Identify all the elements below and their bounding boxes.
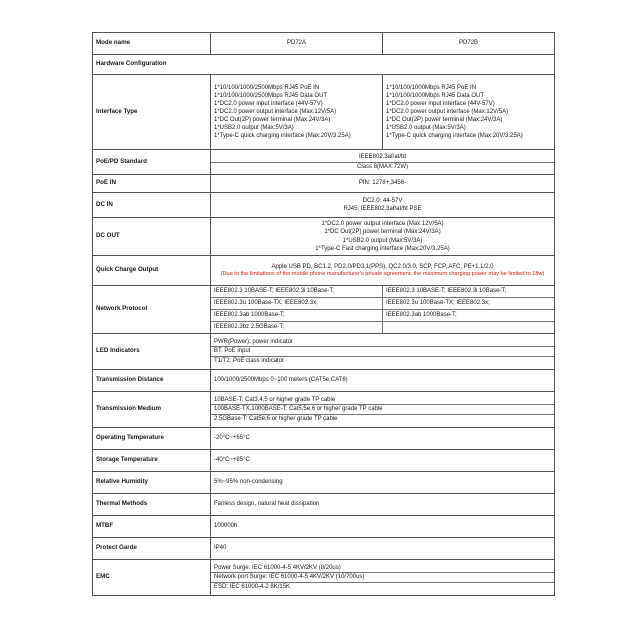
quick-charge-protocols: Apple USB PD, BC1.2, PD2.0/PD3.1(PPS), QC2.0/3.0, SCP, FCP, AFC, PE+1.1/2.0 (271, 263, 494, 270)
thermal-value: Fanless design, natural heat dissipation (211, 494, 555, 516)
row-label-poe-in: PoE IN (93, 175, 211, 193)
protect-value: IP40 (211, 538, 555, 560)
network-a-line: IEEE802.3ab 1000Base-T; (211, 310, 383, 322)
dc-in-line: RJ45: IEEE802.3af/at/bt PSE (343, 206, 422, 212)
network-a-line: IEEE802.3 10BASE-T; IEEE802.3i 10Base-T; (211, 286, 383, 298)
network-b-line: IEEE802.3u 100Base-TX; IEEE802.3x; (383, 298, 555, 310)
storage-temperature-value: -40°C~+85°C (211, 450, 555, 472)
row-label-thermal: Thermal Methods (93, 494, 211, 516)
medium-line: 2.5GBase-T: Cat5e,6 or higher grade TP cable (211, 414, 554, 423)
poe-standard-line: Class 8(MAX:72W) (211, 162, 554, 171)
emc-cell (211, 560, 555, 596)
row-label-humidity: Relative Humidity (93, 472, 211, 494)
mtbf-value: 100000h (211, 516, 555, 538)
dc-out-line: 1*DC2.0 power output interface (Max:12V/5A) (321, 221, 444, 228)
network-b-line: IEEE802.3ab 1000Base-T; (383, 310, 555, 322)
row-label-led: LED Indicators (93, 334, 211, 370)
interface-b-line: 1*10/100/1000Mbps RJ45 Data OUT (386, 92, 485, 99)
humidity-value: 5%~95% non-condensing (211, 472, 555, 494)
row-label-poe-standard: PoE/PD Standard (93, 150, 211, 175)
interface-a-line: 1*Type-C quick charging interface (Max:20V/3.25A) (214, 133, 351, 140)
interface-a-cell (211, 75, 383, 150)
interface-b-cell (383, 75, 555, 150)
interface-a-line: 1*10/100/1000/2500Mbps RJ45 Data OUT (214, 92, 328, 99)
row-label-storage-temperature: Storage Temperature (93, 450, 211, 472)
led-line: BT: PoE input (211, 346, 554, 355)
medium-line: 10BASE-T: Cat3,4,5 or higher grade TP cable (214, 397, 336, 404)
operating-temperature-value: -20°C~+65°C (211, 428, 555, 450)
led-line: T1/T2: PoE class indicator (211, 356, 554, 365)
led-cell (211, 334, 555, 370)
interface-a-line: 1*USB2.0 output (Max:5V/3A) (214, 125, 294, 132)
dc-out-cell (211, 218, 555, 256)
interface-a-line: 1*10/100/1000/2500Mbps RJ45 PoE IN (214, 84, 320, 91)
interface-b-line: 1*10/100/1000Mbps RJ45 PoE IN (386, 84, 477, 91)
model-b-header: PD72B (383, 33, 555, 55)
interface-b-line: 1*DC2.0 power output interface (Max:12V/5A) (386, 108, 509, 115)
dc-in-cell (211, 193, 555, 218)
network-protocol-cell (211, 286, 555, 334)
section-hardware-configuration: Hardware Configuration (93, 55, 555, 75)
dc-in-line: DC2.0: 44-57V (362, 197, 403, 204)
row-label-interface: Interface Type (93, 75, 211, 150)
row-label-mode: Mode name (93, 33, 211, 55)
network-protocol-grid (211, 286, 554, 333)
row-label-network-protocol: Network Protocol (93, 286, 211, 334)
row-label-operating-temperature: Operating Temperature (93, 428, 211, 450)
network-a-line: IEEE802.3bz 2.5GBase-T; (211, 322, 383, 334)
row-label-distance: Transmission Distance (93, 370, 211, 392)
row-label-dc-out: DC OUT (93, 218, 211, 256)
row-label-emc: EMC (93, 560, 211, 596)
interface-b-line: 1*DC Out(2P) power terminal (Max:24V/3A) (386, 117, 503, 124)
interface-b-line: 1*USB2.0 output (Max:5V/3A) (386, 125, 466, 132)
poe-standard-line: IEEE802.3af/at/bt (358, 154, 407, 161)
spec-table (92, 32, 555, 596)
row-label-protect: Protect Garde (93, 538, 211, 560)
network-b-line: IEEE802.3 10BASE-T; IEEE802.3i 10Base-T; (386, 288, 507, 295)
emc-line: ESD: IEC 61000-4-2 8K/15K (211, 582, 554, 591)
model-a-header: PD72A (211, 33, 383, 55)
interface-a-line: 1*DC2.0 power output interface (Max:12V/5A) (214, 108, 337, 115)
poe-standard-cell (211, 150, 555, 175)
row-label-dc-in: DC IN (93, 193, 211, 218)
poe-in-value: PIN: 1278+,3456- (211, 175, 555, 193)
quick-charge-note: (Due to the limitations of the mobile phone manufacturer's private agreement, the maximum charging power may be limited to 18w) (220, 270, 545, 277)
dc-out-line: 1*Type-C Fast charging interface (Max:20V/3.25A) (315, 245, 450, 252)
network-b-line (383, 322, 555, 334)
row-label-medium: Transmission Medium (93, 392, 211, 428)
medium-line: 100BASE-TX,1000BASE-T: Cat5,5e,6 or higher grade TP cable (211, 404, 554, 413)
distance-value: 100/1000/2500Mbps 0~100 meters (CAT5e,CAT6) (211, 370, 555, 392)
medium-cell (211, 392, 555, 428)
row-label-mtbf: MTBF (93, 516, 211, 538)
quick-charge-cell (211, 256, 555, 286)
dc-out-line: 1*USB2.0 output (Max:5V/3A) (342, 237, 423, 244)
row-label-quick-charge: Quick Charge Output (93, 256, 211, 286)
interface-b-line: 1*DC2.0 power input interface (44V-57V) (386, 100, 495, 107)
led-line: PWR(Power): power indicator (214, 339, 294, 346)
dc-out-line: 1*DC Out(2P) power terminal (Max:24V/3A) (324, 229, 441, 236)
emc-line: Network port Surge: IEC 61000-4-5 4KV/2KV (10/700us) (211, 572, 554, 581)
interface-a-line: 1*DC Out(2P) power terminal (Max:24V/3A) (214, 117, 331, 124)
spec-sheet (92, 32, 555, 596)
interface-b-line: 1*Type-C quick charging interface (Max:20V/3.25A) (386, 133, 523, 140)
emc-line: Power Surge: IEC 61000-4-5 4KV/2KV (8/20us) (214, 565, 341, 572)
interface-a-line: 1*DC2.0 power input interface (44V-57V) (214, 100, 323, 107)
network-a-line: IEEE802.3u 100Base-TX; IEEE802.3x; (211, 298, 383, 310)
